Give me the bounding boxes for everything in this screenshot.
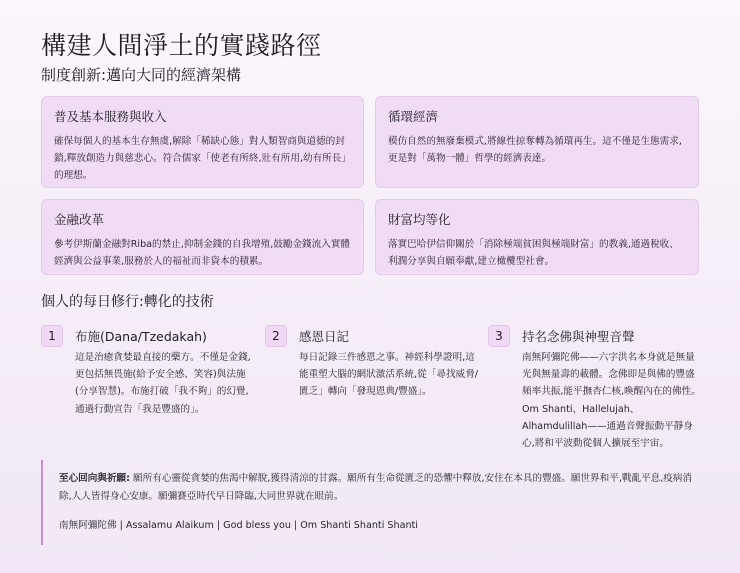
card-title: 財富均等化 (388, 212, 451, 227)
card-title: 金融改革 (54, 212, 105, 227)
page-title: 構建人間淨土的實踐路徑 (41, 31, 322, 60)
card-body: 模仿自然的無廢棄模式,將線性掠奪轉為循環再生。這不僅是生態需求,更是對「萬物一體」哲學的經濟表達。 (388, 136, 682, 164)
step-body: 南無阿彌陀佛——六字洪名本身就是無量光與無量壽的載體。念佛即是與佛的豐盛頻率共振,能平撫杏仁核,喚醒內在的佛性。Om Shanti、Hallelujah、Alhamdulillah——通過音聲振動平靜身心,將和平波動從個人擴展至宇宙。 (522, 352, 701, 450)
card-body: 確保每個人的基本生存無虞,解除「稀缺心態」對人類智商與道德的封鎖,釋放創造力與慈悲心。符合儒家「使老有所終,壯有所用,幼有所長」的理想。 (54, 136, 351, 181)
step-dana (41, 325, 256, 425)
step-title: 感恩日記 (299, 329, 350, 344)
dedication-prayer (41, 460, 699, 545)
card-basic-services (41, 96, 364, 188)
step-number: 2 (265, 325, 287, 347)
prayer-text (59, 470, 699, 505)
step-body: 這是治癒貪婪最直接的藥方。不僅是金錢,更包括無畏施(給予安全感、笑容)與法施(分享智慧)。布施打破「我不夠」的幻覺,通過行動宣告「我是豐盛的」。 (75, 352, 251, 415)
card-body: 落實巴哈伊信仰關於「消除極端貧困與極端財富」的教義,通過稅收、利潤分享與自願奉獻,建立橄欖型社會。 (388, 239, 679, 267)
step-title: 持名念佛與神聖音聲 (522, 329, 635, 344)
prayer-body: 願所有心靈從貪婪的焦渴中解脫,獲得清涼的甘露。願所有生命從匱乏的恐懼中釋放,安住在本具的豐盛。願世界和平,戰亂平息,疫病消除,人人皆得身心安康。願彌賽亞時代早日降臨,大同世界就在眼前。 (59, 473, 693, 502)
card-title: 普及基本服務與收入 (54, 109, 167, 124)
step-nianfo (488, 325, 703, 455)
step-number: 1 (41, 325, 63, 347)
step-title: 布施(Dana/Tzedakah) (75, 329, 207, 344)
card-body: 參考伊斯蘭金融對Riba的禁止,抑制金錢的自我增殖,鼓勵金錢流入實體經濟與公益事業,服務於人的福祉而非資本的積累。 (54, 239, 351, 267)
section-title: 個人的每日修行:轉化的技術 (41, 294, 214, 310)
card-finance-reform (41, 199, 364, 275)
card-title: 循環經濟 (388, 109, 439, 124)
mantra-line: 南無阿彌陀佛 | Assalamu Alaikum | God bless you | Om Shanti Shanti Shanti (59, 520, 418, 531)
card-circular-economy (375, 96, 699, 188)
card-wealth-equality (375, 199, 699, 275)
step-gratitude-journal (265, 325, 480, 425)
step-body: 每日記錄三件感恩之事。神經科學證明,這能重塑大腦的網狀激活系統,從「尋找威脅/匱乏」轉向「發現恩典/豐盛」。 (299, 352, 478, 398)
prayer-label: 至心回向與祈願: (59, 473, 130, 484)
step-number: 3 (488, 325, 510, 347)
page-subtitle: 制度創新:邁向大同的經濟架構 (41, 66, 242, 84)
